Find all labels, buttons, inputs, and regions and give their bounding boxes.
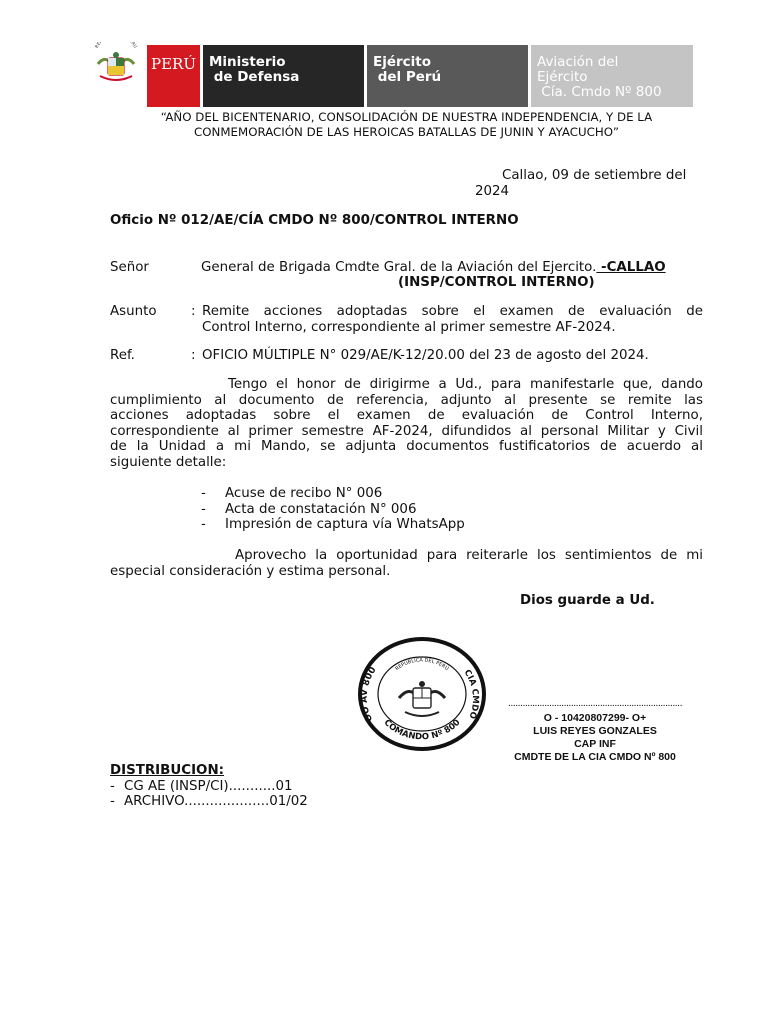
stamp-inner-label: REPÚBLICA DEL PERÚ — [394, 657, 450, 673]
signature-name: LUIS REYES GONZALES — [533, 725, 657, 737]
asunto-text — [202, 304, 703, 335]
aviacion-line-1: Aviación del — [537, 54, 619, 70]
list-bullet: - — [110, 778, 115, 794]
ministerio-defensa-box — [203, 45, 364, 107]
signature-block — [490, 697, 700, 764]
list-bullet: - — [201, 501, 206, 517]
addressee-line-1 — [201, 260, 666, 276]
ref-label: Ref. — [110, 348, 135, 363]
list-bullet: - — [201, 517, 206, 533]
document-date — [475, 168, 705, 199]
coat-of-arms-logo — [88, 42, 144, 86]
ref-colon: : — [191, 348, 196, 363]
body-line-4: correspondiente al primer semestre AF-2024, difundidos al personal Militar y Civil — [110, 423, 703, 439]
attachments-list — [201, 486, 465, 533]
motto-line-1: “AÑO DEL BICENTENARIO, CONSOLIDACIÓN DE NUESTRA INDEPENDENCIA, Y DE LA — [160, 110, 653, 124]
farewell: Dios guarde a Ud. — [520, 593, 655, 608]
coat-label: REP RÚ — [94, 42, 138, 50]
closing-line-2: especial consideración y estima personal. — [110, 563, 391, 579]
year-motto — [110, 110, 703, 139]
date-line-2: 2024 — [475, 183, 510, 199]
signature-rank: CAP INF — [574, 738, 616, 750]
ejercito-line-1: Ejército — [373, 54, 432, 70]
list-bullet: - — [201, 486, 206, 501]
svg-text:CIA CMDO — [462, 668, 480, 720]
official-stamp — [357, 636, 487, 752]
addressee-name: General de Brigada Cmdte Gral. de la Aviación del Ejercito. — [201, 260, 597, 275]
ref-text: OFICIO MÚLTIPLE N° 029/AE/K-12/20.00 del 23 de agosto del 2024. — [202, 348, 649, 363]
oficio-number: Oficio Nº 012/AE/CÍA CMDO Nº 800/CONTROL INTERNO — [110, 213, 519, 228]
peru-label: PERÚ — [151, 55, 196, 73]
body-line-1: Tengo el honor de dirigirme a Ud., para manifestarle que, dando — [228, 377, 703, 392]
svg-text:COMANDO Nº 800 — [382, 718, 463, 743]
list-item — [201, 502, 465, 518]
list-item — [201, 517, 465, 533]
list-item — [201, 486, 465, 502]
stamp-left-text: OO AV 800 — [359, 665, 379, 724]
body-line-3: acciones adoptadas sobre el examen de evaluación de Control Interno, — [110, 408, 703, 424]
distribution — [110, 763, 308, 810]
asunto-colon: : — [191, 304, 196, 319]
list-item-text: ARCHIVO....................01/02 — [124, 794, 308, 810]
mindef-line-1: Ministerio — [209, 54, 286, 70]
senor-label: Señor — [110, 260, 149, 275]
closing-line-1: Aprovecho la oportunidad para reiterarle los sentimientos de mi — [235, 548, 703, 563]
signature-line: ........................................................................ — [507, 697, 683, 709]
list-item — [110, 794, 308, 810]
closing-paragraph — [110, 548, 703, 579]
mindef-line-2: de Defensa — [209, 69, 300, 85]
stamp-bottom-text: COMANDO Nº 800 — [381, 717, 463, 743]
aviacion-box — [531, 45, 693, 107]
body-line-2: cumplimiento al documento de referencia, adjunto al presente se remite las — [110, 392, 703, 408]
addressee-line-2: (INSP/CONTROL INTERNO) — [398, 275, 595, 290]
addressee-city: -CALLAO — [596, 260, 666, 275]
asunto-line-2: Control Interno, correspondiente al primer semestre AF-2024. — [202, 319, 616, 335]
body-paragraph — [110, 377, 703, 471]
motto-line-2: CONMEMORACIÓN DE LAS HEROICAS BATALLAS DE JUNIN Y AYACUCHO” — [194, 124, 619, 139]
asunto-label: Asunto — [110, 304, 157, 319]
peru-box — [147, 45, 200, 107]
signature-position: CMDTE DE LA CIA CMDO Nº 800 — [514, 751, 676, 763]
body-line-6: siguiente detalle: — [110, 454, 227, 470]
date-line-1: Callao, 09 de setiembre del — [502, 168, 687, 183]
list-item-text: Impresión de captura vía WhatsApp — [225, 517, 465, 533]
ejercito-line-2: del Perú — [373, 69, 442, 85]
svg-text:REPÚBLICA DEL PERÚ — [94, 42, 139, 49]
stamp-right-text: CIA CMDO — [461, 668, 481, 720]
aviacion-line-2: Ejército — [537, 69, 588, 85]
list-item — [110, 779, 308, 795]
signature-id: O - 10420807299- O+ — [543, 712, 647, 724]
ejercito-box — [367, 45, 528, 107]
distribution-title: DISTRIBUCION: — [110, 763, 225, 778]
list-item-text: CG AE (INSP/CI)...........01 — [124, 778, 293, 794]
asunto-line-1: Remite acciones adoptadas sobre el examen de evaluación de — [202, 304, 703, 319]
list-item-text: Acuse de recibo N° 006 — [225, 486, 383, 501]
body-line-5: de la Unidad a mi Mando, se adjunta documentos fustificatorios de acuerdo al — [110, 439, 703, 455]
list-bullet: - — [110, 794, 115, 810]
svg-text:REPÚBLICA DEL PERÚ — [394, 657, 450, 672]
list-item-text: Acta de constatación N° 006 — [225, 501, 417, 517]
aviacion-line-3: Cía. Cmdo Nº 800 — [537, 84, 662, 100]
